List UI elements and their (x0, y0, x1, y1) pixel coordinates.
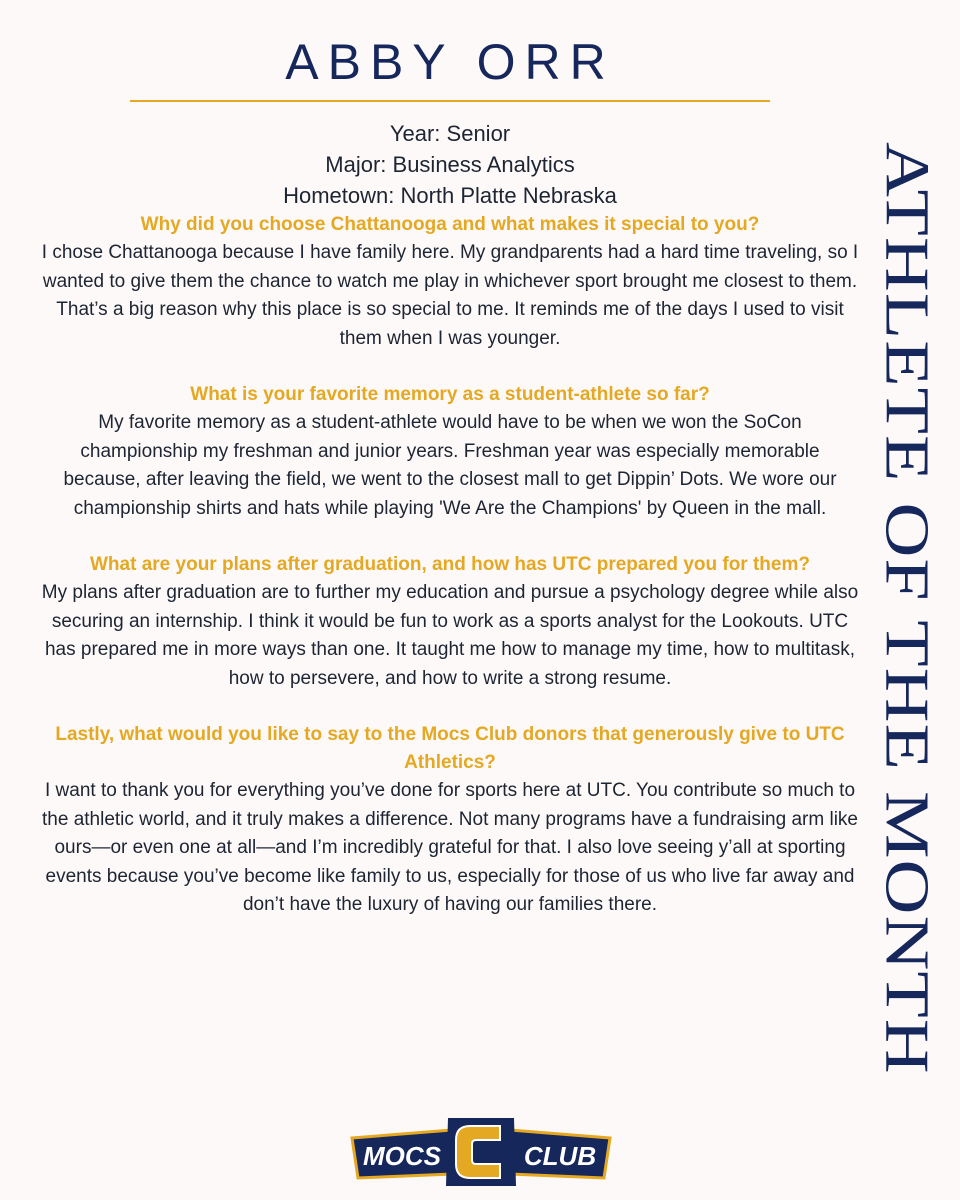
question-2: What is your favorite memory as a student-athlete so far? (190, 384, 710, 405)
question-3: What are your plans after graduation, and how has UTC prepared you for them? (90, 554, 810, 575)
answer-2: My favorite memory as a student-athlete would have to be when we won the SoCon championship my freshman and junior years. Freshman year was especially memorable because, after leaving the field, we went to the closest mall to get Dippin’ Dots. We wore our championship shirts and hats while playing 'We Are the Champions' by Queen in the mall. (63, 412, 837, 519)
athlete-major: Major: Business Analytics (325, 152, 575, 177)
answer-1: I chose Chattanooga because I have family here. My grandparents had a hard time traveling, so I wanted to give them the chance to watch me play in whichever sport brought me closest to them. That’s a big reason why this place is so special to me. It reminds me of the days I used to visit them when I was younger. (41, 242, 859, 349)
title-divider (130, 100, 770, 102)
athlete-of-the-month-banner (862, 28, 952, 1188)
qa-section-2 (40, 381, 860, 523)
athlete-hometown: Hometown: North Platte Nebraska (283, 183, 617, 208)
question-4: Lastly, what would you like to say to the Mocs Club donors that generously give to UTC Athletics? (55, 724, 845, 773)
mocs-club-logo-graphic (348, 1116, 614, 1188)
qa-section-3 (40, 551, 860, 693)
mocs-club-logo (348, 1116, 614, 1188)
answer-4: I want to thank you for everything you’ve done for sports here at UTC. You contribute so much to the athletic world, and it truly makes a difference. Not many programs have a fundraising arm like ours—or even one at all—and I’m incredibly grateful for that. I also love seeing y’all at sporting events because you’ve become like family to us, especially for those of us who live far away and don’t have the luxury of having our families there. (42, 780, 858, 915)
athlete-name: ABBY ORR (285, 34, 615, 90)
side-title-text: ATHLETE OF THE MONTH (872, 141, 942, 1075)
qa-section-1 (40, 211, 860, 353)
athlete-year: Year: Senior (389, 121, 511, 146)
logo-club-text: CLUB (523, 1141, 597, 1171)
qa-section-4 (40, 721, 860, 920)
answer-3: My plans after graduation are to further my education and pursue a psychology degree while also securing an internship. I think it would be fun to work as a sports analyst for the Lookouts. UTC has prepared me in more ways than one. It taught me how to manage my time, how to multitask, how to persevere, and how to write a strong resume. (41, 582, 859, 689)
profile-content (40, 0, 860, 920)
athlete-details (40, 118, 860, 211)
question-1: Why did you choose Chattanooga and what makes it special to you? (140, 214, 760, 235)
logo-mocs-text: MOCS (363, 1141, 441, 1171)
